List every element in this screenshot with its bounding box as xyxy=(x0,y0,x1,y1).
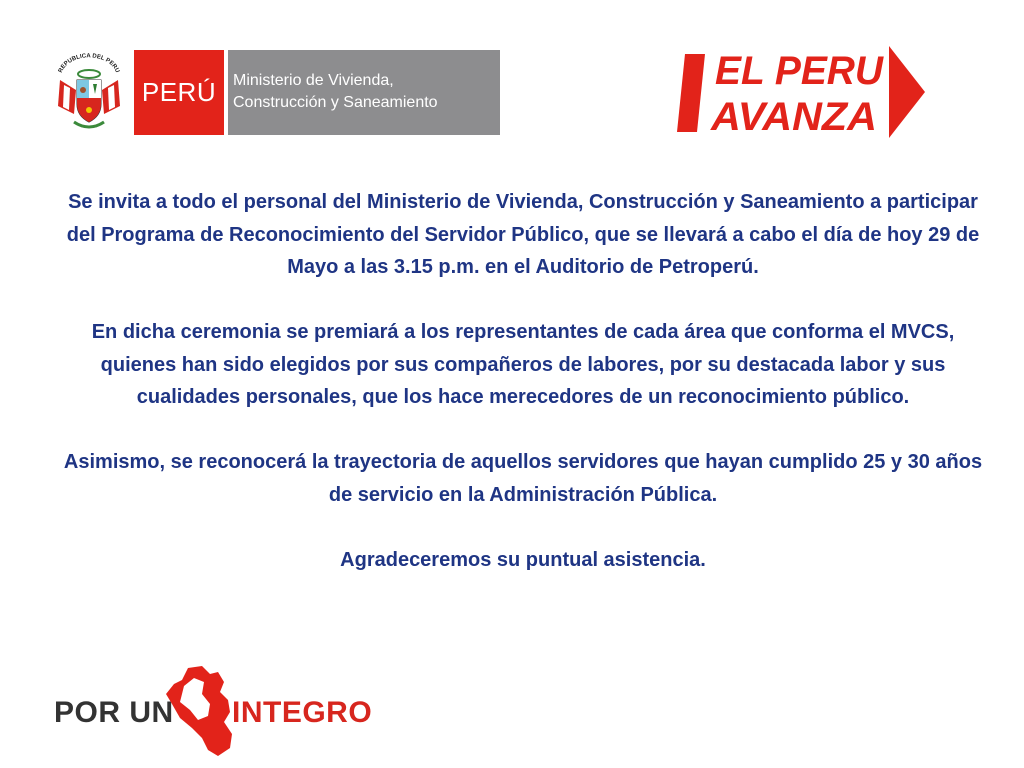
slogan-line-2: AVANZA xyxy=(709,95,877,139)
paragraph-ceremony: En dicha ceremonia se premiará a los representantes de cada área que conforma el MVCS, quienes han sido elegidos por sus compañeros de labores, por su destacada labor y sus cualidades personales, que los hace merecedores de un reconocimiento público. xyxy=(91,321,955,408)
slogan-line-1: EL PERU xyxy=(715,49,885,93)
paragraph-recognition: Asimismo, se reconocerá la trayectoria de aquellos servidores que hayan cumplido 25 y 30 años de servicio en la Administración Pública. xyxy=(63,451,983,506)
paragraph-invitation: Se invita a todo el personal del Ministerio de Vivienda, Construcción y Saneamiento a participar del Programa de Reconocimiento del Servidor Público, que se llevará a cabo el día de hoy 29 de Mayo a las 3.15 p.m. en el Auditorio de Petroperú. xyxy=(66,191,980,278)
announcement-body xyxy=(60,186,986,576)
peru-label: PERÚ xyxy=(141,77,217,107)
footer-right-text: INTEGRO xyxy=(232,696,373,729)
peru-map-icon xyxy=(158,664,242,760)
footer-left-text: POR UN xyxy=(54,696,174,729)
ministry-line-1: Ministerio de Vivienda, xyxy=(233,72,394,89)
peru-label-box xyxy=(134,50,224,135)
header xyxy=(0,0,1024,160)
paragraph-thanks: Agradeceremos su puntual asistencia. xyxy=(340,548,706,571)
el-peru-avanza-logo xyxy=(675,40,930,150)
coat-caption: REPUBLICA DEL PERU xyxy=(57,53,121,74)
ministry-line-2: Construcción y Saneamiento xyxy=(233,94,438,111)
ministry-label-box xyxy=(228,50,500,135)
coat-of-arms-icon xyxy=(50,50,128,134)
footer-logo xyxy=(50,660,373,760)
